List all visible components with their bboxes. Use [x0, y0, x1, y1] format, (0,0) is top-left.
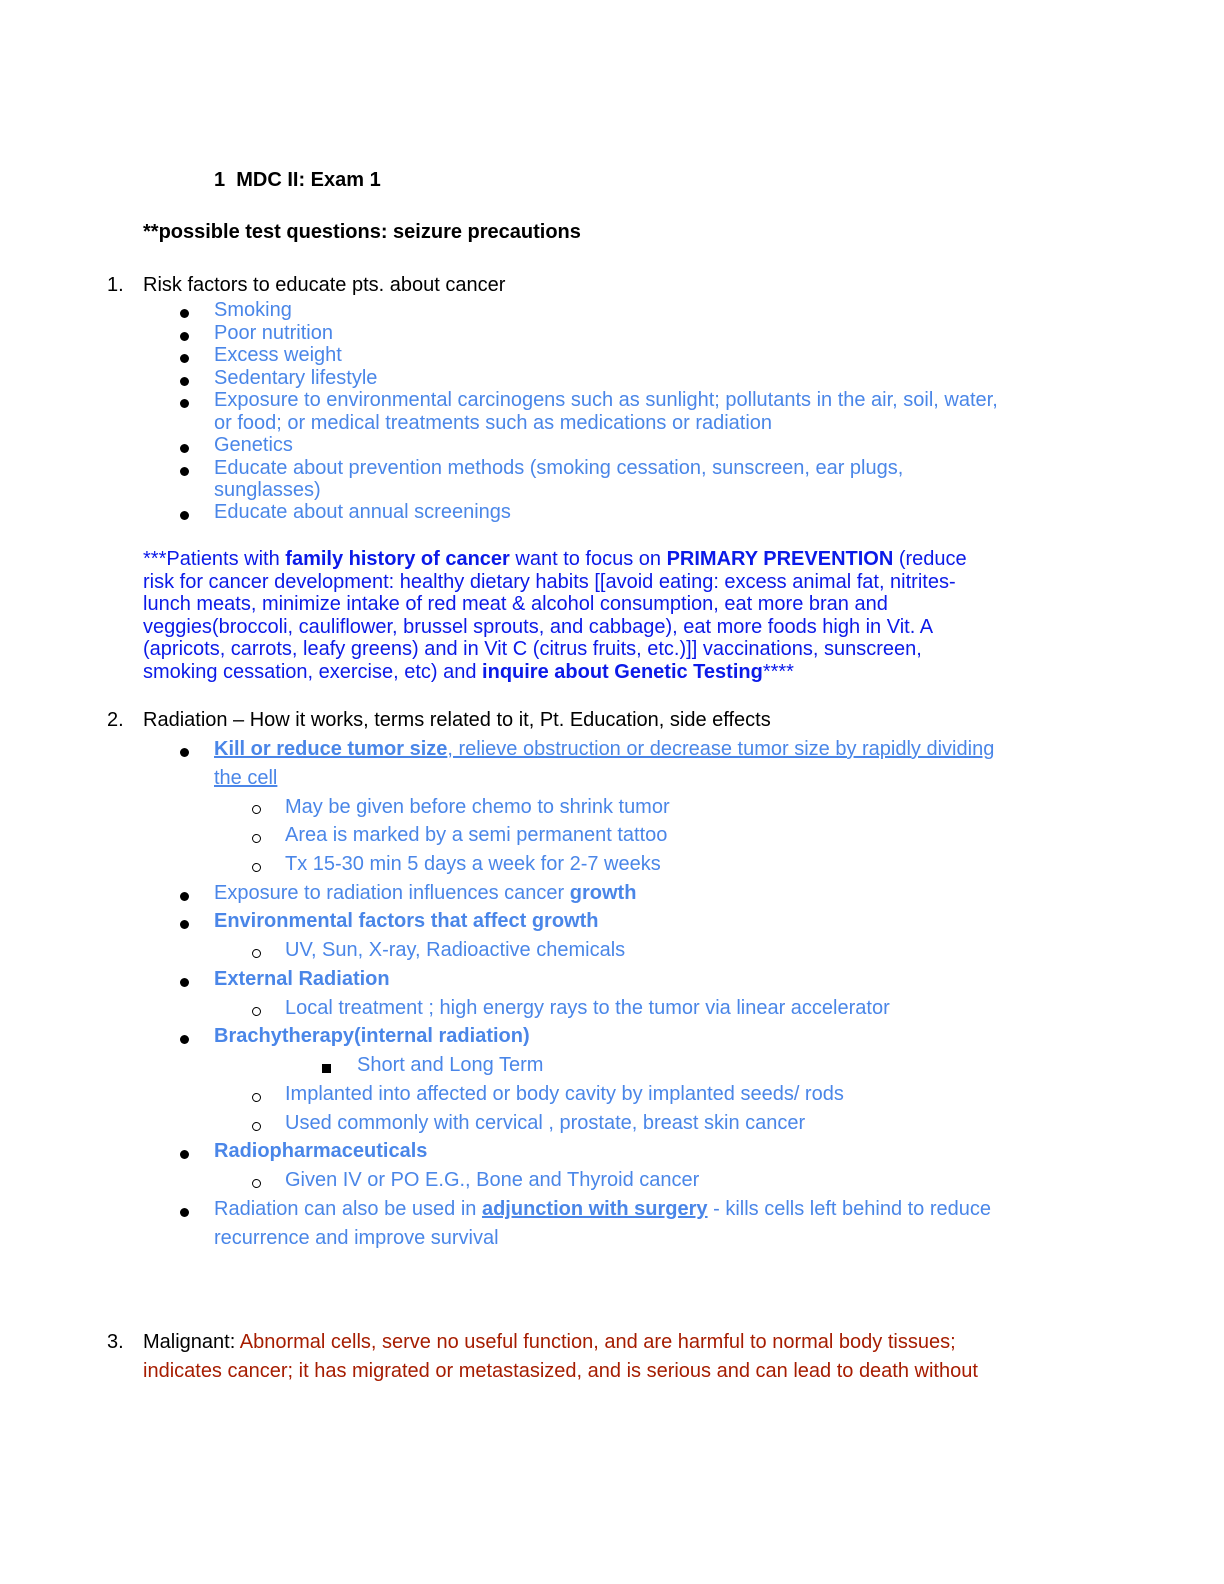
list-item: Educate about annual screenings	[214, 501, 511, 523]
list-item: Radiation can also be used in adjunction with surgery - kills cells left behind to reduce	[214, 1198, 992, 1220]
note-line: (apricots, carrots, leafy greens) and in Vit C (citrus fruits, etc.)]] vaccinations, sunscreen,	[143, 638, 922, 660]
document-title	[214, 169, 381, 192]
sub-list-item: Used commonly with cervical , prostate, breast skin cancer	[285, 1112, 806, 1134]
bullet-icon	[180, 395, 200, 413]
sub-sub-list-item: Short and Long Term	[357, 1054, 544, 1076]
list-item: External Radiation	[214, 968, 390, 990]
square-bullet-icon	[322, 1060, 342, 1078]
bullet-icon	[180, 1031, 200, 1049]
title-number: 1	[214, 169, 226, 191]
list-item-continuation: sunglasses)	[214, 479, 321, 501]
note-line: lunch meats, minimize intake of red meat & alcohol consumption, eat more bran and	[143, 593, 888, 615]
list-item: Genetics	[214, 434, 293, 456]
bullet-icon	[180, 373, 200, 391]
list-item: Excess weight	[214, 344, 342, 366]
note-line: veggies(broccoli, cauliflower, brussel sprouts, and cabbage), eat more foods high in Vit. A	[143, 616, 934, 638]
bullet-icon	[180, 463, 200, 481]
list-item: Kill or reduce tumor size, relieve obstruction or decrease tumor size by rapidly dividing	[214, 738, 995, 760]
list-item: Environmental factors that affect growth	[214, 910, 599, 932]
malignant-definition: Abnormal cells, serve no useful function, and are harmful to normal body tissues;	[239, 1331, 956, 1353]
circle-bullet-icon	[252, 1089, 272, 1107]
note-line: ***Patients with family history of cancer want to focus on PRIMARY PREVENTION (reduce	[143, 548, 967, 570]
malignant-label: Malignant:	[143, 1331, 240, 1353]
bullet-icon	[180, 328, 200, 346]
bullet-icon	[180, 744, 200, 762]
circle-bullet-icon	[252, 1003, 272, 1021]
section3-line	[143, 1328, 956, 1357]
sub-list-item: May be given before chemo to shrink tumor	[285, 796, 670, 818]
circle-bullet-icon	[252, 859, 272, 877]
circle-bullet-icon	[252, 945, 272, 963]
note-line: risk for cancer development: healthy dietary habits [[avoid eating: excess animal fat, nitrites-	[143, 571, 956, 593]
sub-list-item: Implanted into affected or body cavity by implanted seeds/ rods	[285, 1083, 844, 1105]
section2-number: 2.	[107, 709, 124, 731]
bullet-icon	[180, 888, 200, 906]
circle-bullet-icon	[252, 1118, 272, 1136]
subtitle: **possible test questions: seizure precautions	[143, 221, 581, 243]
malignant-definition-continuation: indicates cancer; it has migrated or metastasized, and is serious and can lead to death without	[143, 1360, 978, 1382]
sub-list-item: UV, Sun, X-ray, Radioactive chemicals	[285, 939, 626, 961]
title-text: MDC II: Exam 1	[236, 169, 381, 191]
list-item-continuation: or food; or medical treatments such as medications or radiation	[214, 412, 773, 434]
bullet-icon	[180, 305, 200, 323]
list-item: Educate about prevention methods (smoking cessation, sunscreen, ear plugs,	[214, 457, 904, 479]
bullet-icon	[180, 1204, 200, 1222]
list-item: Brachytherapy(internal radiation)	[214, 1025, 530, 1047]
section1-number: 1.	[107, 274, 124, 296]
circle-bullet-icon	[252, 1175, 272, 1193]
list-item: Sedentary lifestyle	[214, 367, 378, 389]
section3-number: 3.	[107, 1331, 124, 1353]
list-item: Smoking	[214, 299, 292, 321]
bullet-icon	[180, 974, 200, 992]
list-item: Poor nutrition	[214, 322, 333, 344]
list-item-continuation: recurrence and improve survival	[214, 1227, 499, 1249]
list-item: Radiopharmaceuticals	[214, 1140, 428, 1162]
section1-title: Risk factors to educate pts. about cancer	[143, 274, 506, 296]
sub-list-item: Area is marked by a semi permanent tattoo	[285, 824, 668, 846]
bullet-icon	[180, 350, 200, 368]
bullet-icon	[180, 440, 200, 458]
list-item: Exposure to environmental carcinogens such as sunlight; pollutants in the air, soil, water,	[214, 389, 998, 411]
circle-bullet-icon	[252, 801, 272, 819]
bullet-icon	[180, 916, 200, 934]
bullet-icon	[180, 507, 200, 525]
sub-list-item: Given IV or PO E.G., Bone and Thyroid cancer	[285, 1169, 700, 1191]
list-item: Exposure to radiation influences cancer growth	[214, 882, 637, 904]
note-line: smoking cessation, exercise, etc) and inquire about Genetic Testing****	[143, 661, 794, 683]
sub-list-item: Tx 15-30 min 5 days a week for 2-7 weeks	[285, 853, 661, 875]
bullet-icon	[180, 1146, 200, 1164]
sub-list-item: Local treatment ; high energy rays to the tumor via linear accelerator	[285, 997, 890, 1019]
circle-bullet-icon	[252, 830, 272, 848]
section2-title: Radiation – How it works, terms related to it, Pt. Education, side effects	[143, 709, 771, 731]
list-item-continuation: the cell	[214, 767, 278, 789]
